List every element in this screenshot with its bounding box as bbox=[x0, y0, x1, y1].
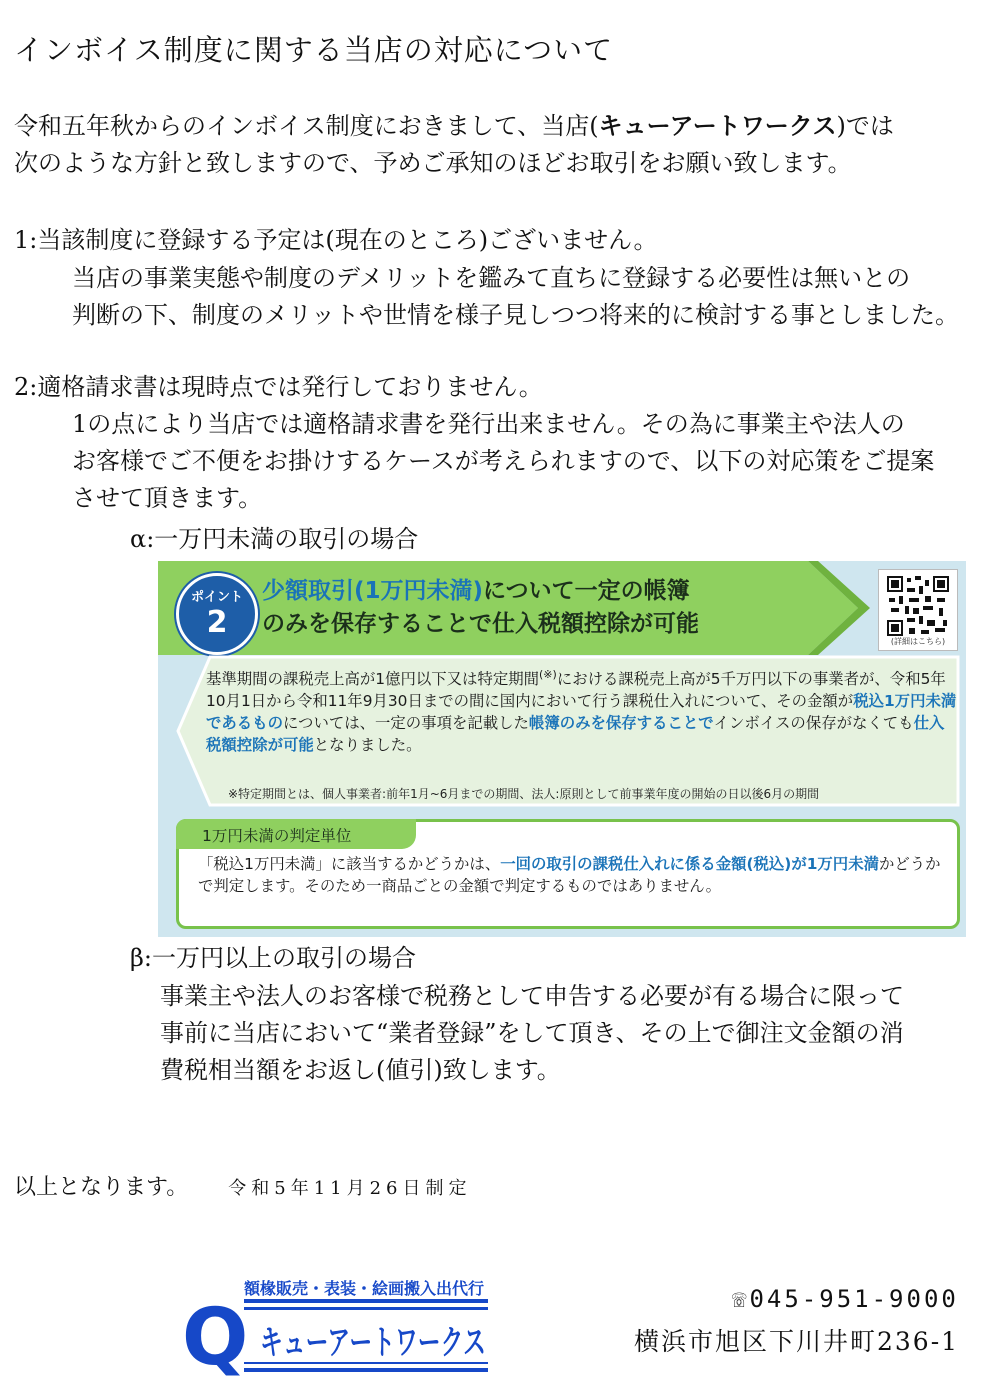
qr-code[interactable] bbox=[878, 569, 958, 651]
beta-heading: β:一万円以上の取引の場合 bbox=[130, 944, 416, 972]
section1-body-2: 判断の下、制度のメリットや世情を様子見しつつ将来的に検討する事としました。 bbox=[72, 301, 960, 329]
page-title: インボイス制度に関する当店の対応について bbox=[14, 33, 614, 67]
closing-line bbox=[14, 1170, 472, 1201]
section1-body-1: 当店の事業実態や制度のデメリットを鑑みて直ちに登録する必要性は無いとの bbox=[72, 264, 911, 292]
point-badge bbox=[176, 573, 258, 655]
detail-highlight-3: 仕入税額控除が可能 bbox=[206, 714, 945, 755]
detail-mark: (※) bbox=[539, 668, 557, 681]
beta-body-2: 事前に当店において“業者登録”をして頂き、その上で御注文金額の消 bbox=[160, 1019, 904, 1047]
detail-e: となりました。 bbox=[313, 736, 422, 755]
logo-graphic bbox=[182, 1276, 490, 1382]
judgement-tab-label: 1万円未満の判定単位 bbox=[202, 827, 352, 845]
logo-tagline: 額椽販売・表装・絵画搬入出代行 bbox=[244, 1279, 485, 1298]
qr-code-icon bbox=[887, 576, 949, 636]
beta-body-3: 費税相当額をお返し(値引)致します。 bbox=[160, 1056, 561, 1084]
banner-rest: について一定の帳簿 bbox=[483, 578, 690, 604]
intro-line-1 bbox=[14, 108, 894, 145]
alpha-heading: α:一万円未満の取引の場合 bbox=[130, 525, 419, 553]
detail-a: 基準期間の課税売上高が1億円以下又は特定期間 bbox=[206, 670, 539, 689]
banner-highlight: 少額取引(1万円未満) bbox=[262, 578, 484, 604]
beta-body-1: 事業主や法人のお客様で税務として申告する必要が有る場合に限って bbox=[160, 982, 904, 1010]
section2-body-1: 1の点により当店では適格請求書を発行出来ません。その為に事業主や法人の bbox=[72, 410, 905, 438]
shop-name: キューアートワークス bbox=[598, 112, 837, 140]
badge-label: ポイント bbox=[190, 590, 243, 605]
logo-letter: Q bbox=[182, 1293, 249, 1382]
judgement-text bbox=[198, 853, 950, 897]
intro-pre: 令和五年秋からのインボイス制度におきまして、当店( bbox=[14, 112, 599, 140]
section2-body-2: お客様でご不便をお掛けするケースが考えられますので、以下の対応策をご提案 bbox=[72, 447, 935, 475]
address: 横浜市旭区下川井町236-1 bbox=[634, 1327, 960, 1356]
judgement-a: 「税込1万円未満」に該当するかどうかは、 bbox=[198, 855, 501, 873]
detail-highlight-2: 帳簿のみを保存することで bbox=[528, 714, 714, 733]
footnote: ※特定期間とは、個人事業者:前年1月~6月までの期間、法人:原則として前事業年度の開始の日以後6月の期間 bbox=[228, 787, 820, 801]
company-logo bbox=[182, 1276, 490, 1382]
banner-line-2: のみを保存することで仕入税額控除が可能 bbox=[262, 611, 699, 637]
detail-d: インボイスの保存がなくても bbox=[713, 714, 914, 733]
section2-body-3: させて頂きます。 bbox=[72, 484, 263, 512]
banner-text bbox=[262, 575, 699, 641]
logo-name: キューアートワークス bbox=[260, 1323, 486, 1363]
invoice-infographic bbox=[158, 561, 966, 937]
badge-number: 2 bbox=[206, 605, 228, 640]
detail-text bbox=[206, 664, 958, 756]
detail-b: における課税売上高が5千万円以下の事業者が、令和5年10月1日から令和11年9月30日までの間に国内において行う課税仕入れについて、その金額が bbox=[206, 670, 946, 711]
closing-text: 以上となります。 bbox=[14, 1175, 189, 1200]
section1-heading: 1:当該制度に登録する予定は(現在のところ)ございません。 bbox=[14, 226, 658, 254]
detail-c: については、一定の事項を記載した bbox=[282, 714, 529, 733]
detail-highlight-1: 税込1万円未満であるもの bbox=[206, 692, 957, 733]
intro-line-2: 次のような方針と致しますので、予めご承知のほどお取引をお願い致します。 bbox=[14, 149, 852, 177]
judgement-b: かどうかで判定します。そのため一商品ごとの金額で判定するものではありません。 bbox=[198, 855, 941, 895]
section2-heading: 2:適格請求書は現時点では発行しておりません。 bbox=[14, 373, 543, 401]
phone-number: ☏045-951-9000 bbox=[732, 1285, 959, 1313]
enactment-date: 令和5年11月26日制定 bbox=[228, 1178, 472, 1199]
qr-caption: (詳細はこちら) bbox=[890, 637, 946, 646]
intro-post: )では bbox=[836, 112, 894, 140]
judgement-highlight: 一回の取引の課税仕入れに係る金額(税込)が1万円未満 bbox=[500, 855, 879, 873]
